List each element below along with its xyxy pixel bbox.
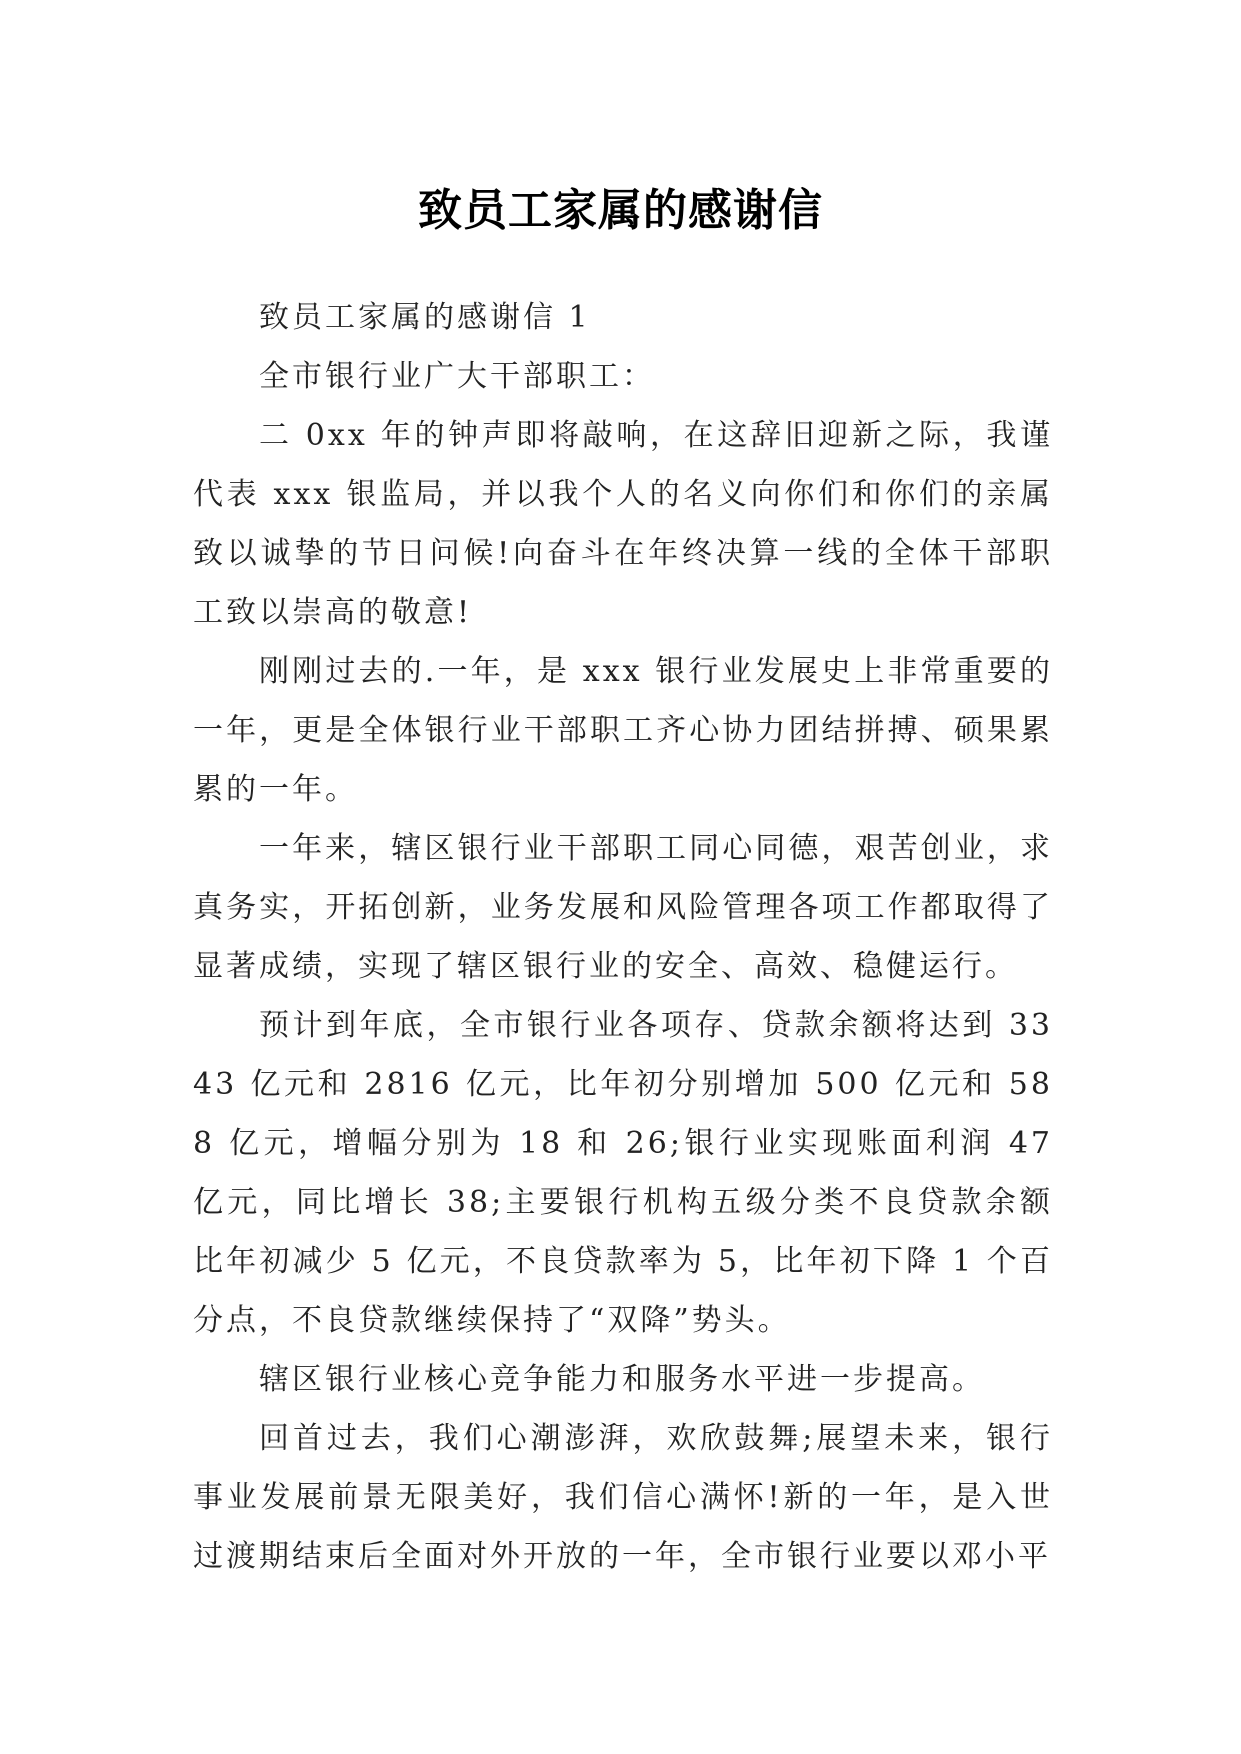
document-body (193, 288, 1053, 1586)
paragraph: 预计到年底，全市银行业各项存、贷款余额将达到 3343 亿元和 2816 亿元，比年初分别增加 500 亿元和 588 亿元，增幅分别为 18 和 26;银行业实现账面利润 47 亿元，同比增长 38;主要银行机构五级分类不良贷款余额比年初减少 5 亿元，不良贷款率为 5，比年初下降 1 个百分点，不良贷款继续保持了“双降”势头。 (193, 1008, 1053, 1338)
document-title: 致员工家属的感谢信 (418, 185, 823, 237)
paragraph: 辖区银行业核心竞争能力和服务水平进一步提高。 (259, 1362, 985, 1397)
paragraph-salutation: 全市银行业广大干部职工： (259, 359, 655, 394)
paragraph: 刚刚过去的.一年，是 xxx 银行业发展史上非常重要的一年，更是全体银行业干部职工齐心协力团结拼搏、硕果累累的一年。 (193, 654, 1053, 807)
paragraph: 回首过去，我们心潮澎湃，欢欣鼓舞;展望未来，银行事业发展前景无限美好，我们信心满怀!新的一年，是入世过渡期结束后全面对外开放的一年，全市银行业要以邓小平 (193, 1421, 1053, 1574)
paragraph: 一年来，辖区银行业干部职工同心同德，艰苦创业，求真务实，开拓创新，业务发展和风险管理各项工作都取得了显著成绩，实现了辖区银行业的安全、高效、稳健运行。 (193, 831, 1053, 984)
paragraph: 二 0xx 年的钟声即将敲响，在这辞旧迎新之际，我谨代表 xxx 银监局，并以我个人的名义向你们和你们的亲属致以诚挚的节日问候!向奋斗在年终决算一线的全体干部职工致以崇高的敬意! (193, 418, 1053, 630)
paragraph-heading: 致员工家属的感谢信 1 (259, 300, 591, 335)
